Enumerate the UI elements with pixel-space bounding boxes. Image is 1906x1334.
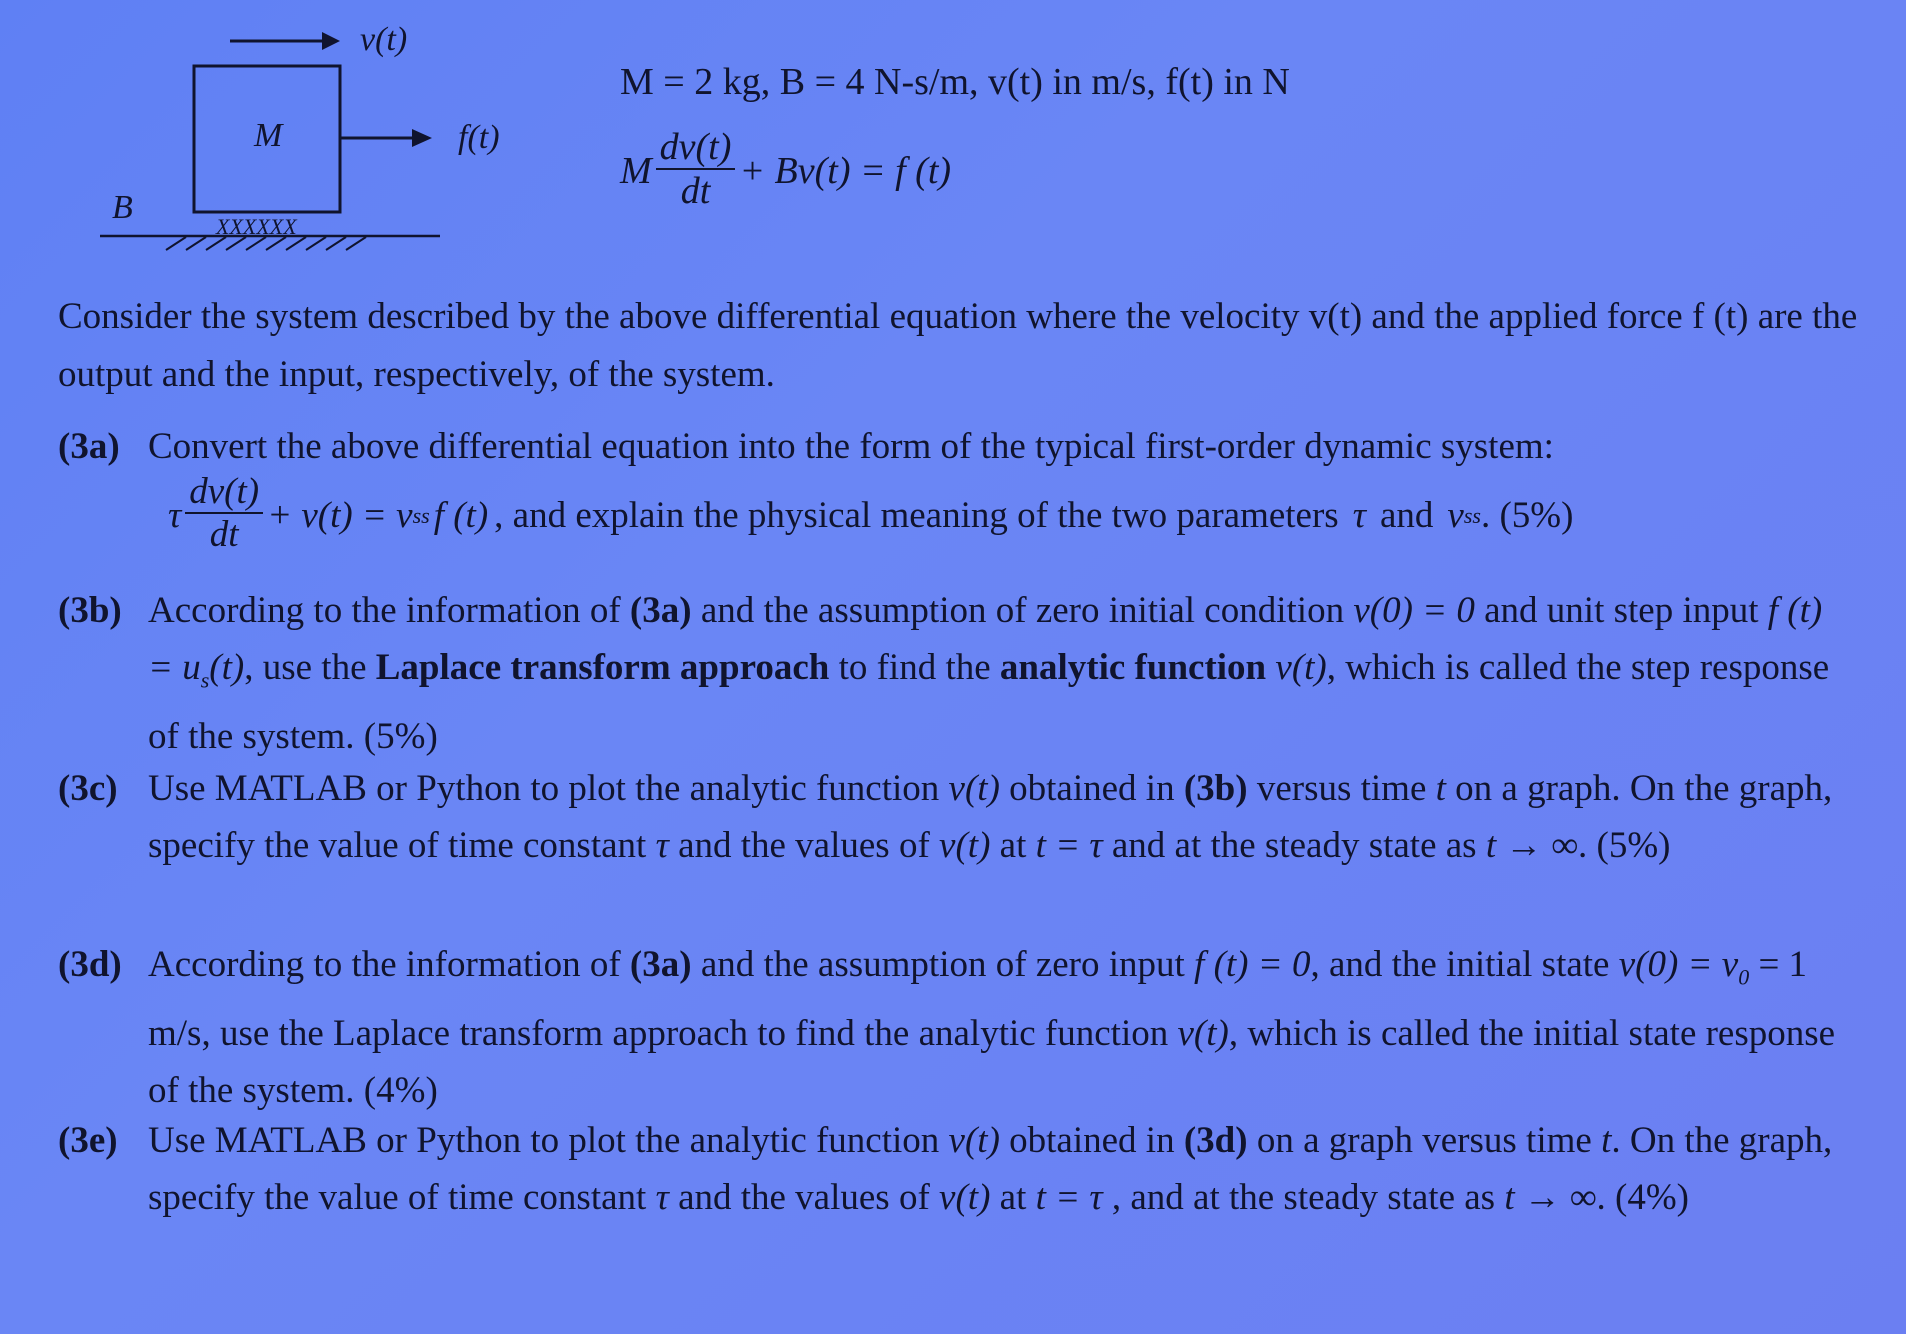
eq-mass-coef: M <box>620 149 652 192</box>
velocity-label: v(t) <box>360 21 408 58</box>
question-3c-text: Use MATLAB or Python to plot the analytic function v(t) obtained in (3b) versus time t on a graph. On the graph, specify the value of time constant τ and the values of v(t) at t = τ and at the steady state as t → ∞. (5%) <box>148 768 1833 866</box>
question-label: (3d) <box>58 944 122 985</box>
velocity-arrowhead <box>322 32 340 50</box>
question-3a <box>58 418 1848 555</box>
damper-hatch: XXXXXX <box>216 214 297 239</box>
question-3d <box>58 936 1848 1119</box>
eq-3a-derivative <box>185 473 263 556</box>
intro-paragraph: Consider the system described by the above differential equation where the velocity v(t) and the applied force f (t) are the output and the input, respectively, of the system. <box>58 296 1858 395</box>
question-3a-text: Convert the above differential equation into the form of the typical first-order dynamic system: <box>148 426 1554 467</box>
differential-equation <box>620 128 951 214</box>
mass-label: M <box>254 117 283 154</box>
question-label: (3a) <box>58 426 120 467</box>
param-vss: v <box>1447 494 1464 536</box>
eq-3a-rest: + v(t) = v <box>267 494 413 536</box>
force-label: f(t) <box>458 119 500 156</box>
mass-damper-diagram <box>90 18 500 258</box>
eq-derivative-den: dt <box>680 169 711 212</box>
eq-3a-num: dv(t) <box>185 473 263 514</box>
and-text: and <box>1379 494 1434 536</box>
question-label: (3b) <box>58 590 122 631</box>
given-parameters: M = 2 kg, B = 4 N-s/m, v(t) in m/s, f(t) in N <box>620 61 1290 103</box>
eq-tau: τ <box>168 494 182 536</box>
param-vss-sub: ss <box>1463 502 1481 528</box>
question-3c <box>58 760 1848 874</box>
force-arrowhead <box>412 129 432 147</box>
eq-3a-tail: f (t) <box>433 494 489 536</box>
param-tau: τ <box>1352 494 1366 536</box>
question-label: (3e) <box>58 1120 118 1161</box>
question-3a-percent: . (5%) <box>1480 494 1574 536</box>
eq-rest: + Bv(t) = f (t) <box>739 149 952 192</box>
question-label: (3c) <box>58 768 118 809</box>
question-3b <box>58 582 1848 765</box>
eq-derivative <box>656 128 736 214</box>
question-3d-text: According to the information of (3a) and the assumption of zero input f (t) = 0, and the initial state $v(0) = v_0 = 1$ m/s, use the Laplace transform approach to find the analytic function v(t), which is called the initial state response of the system. (4%) <box>148 944 1836 1112</box>
question-3b-text: According to the information of (3a) and the assumption of zero initial condition v(0) = 0 and unit step input f $(t) = u_s(t)$, use the Laplace transform approach to find the analytic function v(t), which is called the step response of the system. (5%) <box>148 590 1830 758</box>
question-3a-text2: , and explain the physical meaning of the two parameters <box>494 494 1339 536</box>
eq-3a-sub: ss <box>412 502 430 528</box>
question-3e <box>58 1112 1848 1226</box>
damper-label: B <box>112 189 133 226</box>
question-3a-equation-line <box>168 471 1848 556</box>
eq-derivative-num: dv(t) <box>656 128 736 170</box>
question-3e-text: Use MATLAB or Python to plot the analytic function v(t) obtained in (3d) on a graph versus time t. On the graph, specify the value of time constant τ and the values of v(t) at t = τ , and at the steady state as t → ∞. (4%) <box>148 1120 1833 1218</box>
eq-3a-den: dt <box>209 514 239 556</box>
